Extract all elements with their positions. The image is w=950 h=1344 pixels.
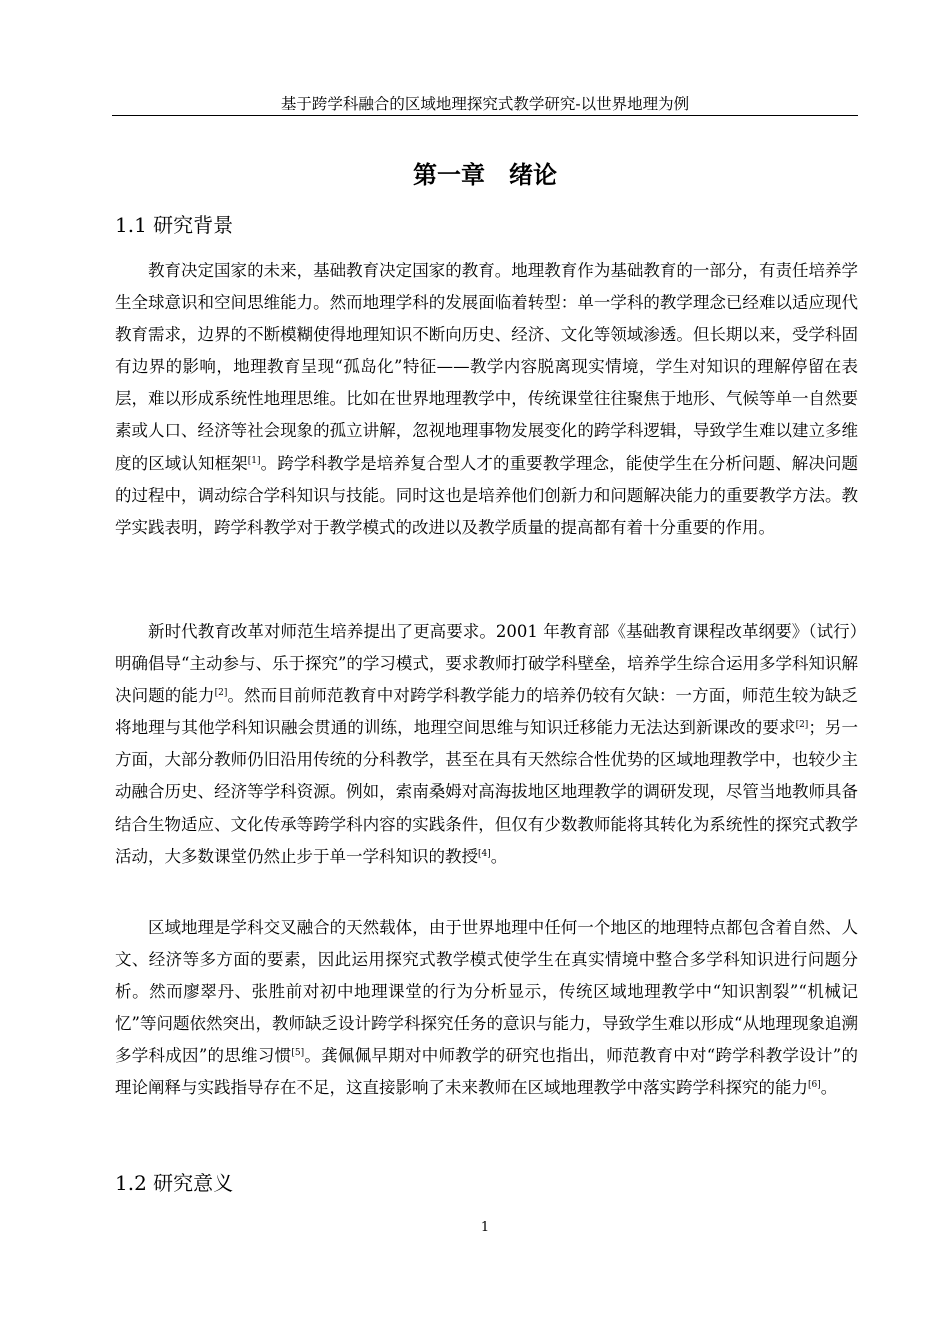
paragraph-text: 区域地理是学科交叉融合的天然载体，由于世界地理中任何一个地区的地理特点都包含着自然、人文、经济等多方面的要素，因此运用探究式教学模式使学生在真实情境中整合多学科知识进行问题分析。然而廖翠丹、张胜前对初中地理课堂的行为分析显示，传统区域地理教学中“知识割裂”“机械记忆”等问题依然突出，教师缺乏设计跨学科探究任务的意识与能力，导致学生难以形成“从地理现象追溯多学科成因”的思维习惯 (115, 918, 858, 1066)
paragraph-text: 新时代教育改革对师范生培养提出了更高要求。2001 年教育部《基础教育课程改革纲要》（试行）明确倡导“主动参与、乐于探究”的学习模式，要求教师打破学科壁垒，培养学生综合运用多学科知识解决问题的能力 (115, 622, 858, 706)
paragraph-3 (115, 912, 858, 1105)
citation-ref: [2] (214, 688, 228, 699)
paragraph-text: 。跨学科教学是培养复合型人才的重要教学理念，能使学生在分析问题、解决问题的过程中，调动综合学科知识与技能。同时这也是培养他们创新力和问题解决能力的重要教学方法。教学实践表明，跨学科教学对于教学模式的改进以及教学质量的提高都有着十分重要的作用。 (115, 453, 859, 537)
citation-ref: [4] (478, 848, 491, 859)
citation-ref: [2] (795, 720, 809, 731)
running-header: 基于跨学科融合的区域地理探究式教学研究-以世界地理为例 (280, 95, 690, 113)
paragraph-text: 教育决定国家的未来，基础教育决定国家的教育。地理教育作为基础教育的一部分，有责任培养学生全球意识和空间思维能力。然而地理学科的发展面临着转型：单一学科的教学理念已经难以适应现代教育需求，边界的不断模糊使得地理知识不断向历史、经济、文化等领域渗透。但长期以来，受学科固有边界的影响，地理教育呈现“孤岛化”特征——教学内容脱离现实情境，学生对知识的理解停留在表层，难以形成系统性地理思维。比如在世界地理教学中，传统课堂往往聚焦于地形、气候等单一自然要素或人口、经济等社会现象的孤立讲解，忽视地理事物发展变化的跨学科逻辑，导致学生难以建立多维度的区域认知框架 (115, 261, 858, 473)
section-title-1-1: 1.1 研究背景 (115, 213, 234, 237)
page-number: 1 (480, 1220, 490, 1235)
section-title-1-2: 1.2 研究意义 (115, 1171, 234, 1195)
paragraph-text: ；另一方面，大部分教师仍旧沿用传统的分科教学，甚至在具有天然综合性优势的区域地理教学中，也较少主动融合历史、经济等学科资源。例如，索南桑姆对高海拔地区地理教学的调研发现，尽管当地教师具备结合生物适应、文化传承等跨学科内容的实践条件，但仅有少数教师能将其转化为系统性的探究式教学活动，大多数课堂仍然止步于单一学科知识的教授 (115, 718, 859, 866)
paragraph-text: 。 (820, 1078, 838, 1098)
paragraph-1 (115, 255, 858, 544)
paragraph-text: 。龚佩佩早期对中师教学的研究也指出，师范教育中对“跨学科教学设计”的理论阐释与实践指导存在不足，这直接影响了未来教师在区域地理教学中落实跨学科探究的能力 (115, 1046, 858, 1098)
paragraph-text: 。 (490, 846, 508, 866)
chapter-title: 第一章 绪论 (413, 160, 557, 189)
citation-ref: [1] (247, 455, 261, 466)
paragraph-2 (115, 616, 858, 873)
citation-ref: [5] (291, 1048, 305, 1059)
citation-ref: [6] (808, 1080, 821, 1091)
header-rule (112, 115, 858, 116)
paragraph-text: 。然而目前师范教育中对跨学科教学能力的培养仍较有欠缺：一方面，师范生较为缺乏将地理与其他学科知识融会贯通的训练，地理空间思维与知识迁移能力无法达到新课改的要求 (115, 686, 859, 738)
